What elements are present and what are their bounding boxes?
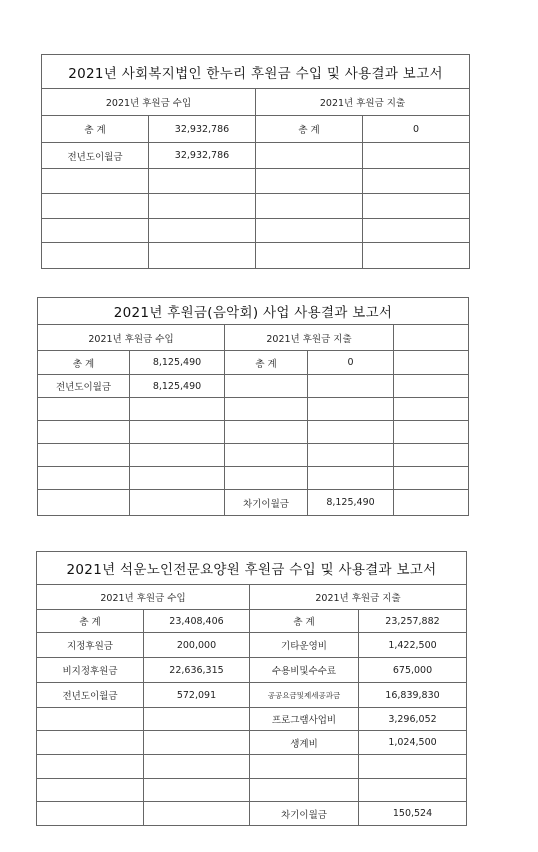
carry-over-value: 150,524	[359, 802, 467, 826]
table-cell	[394, 421, 469, 444]
table-cell	[394, 351, 469, 375]
table-cell: 8,125,490	[130, 351, 225, 375]
income-header: 2021년 후원금 수입	[38, 325, 225, 351]
table-cell	[256, 194, 363, 219]
table-cell: 675,000	[359, 658, 467, 683]
table-cell: 기타운영비	[250, 633, 359, 658]
table-cell: 0	[308, 351, 394, 375]
table-cell	[256, 243, 363, 269]
table-cell: 수용비및수수료	[250, 658, 359, 683]
table-cell	[38, 398, 130, 421]
expense-header: 2021년 후원금 지출	[225, 325, 394, 351]
table-cell	[308, 398, 394, 421]
report-table-concert	[37, 297, 469, 516]
carry-over-label: 차기이월금	[225, 490, 308, 516]
table-cell: 전년도이월금	[37, 683, 144, 708]
table-cell: 1,422,500	[359, 633, 467, 658]
table-cell	[363, 169, 470, 194]
table-cell	[256, 169, 363, 194]
table-cell: 총 계	[256, 116, 363, 143]
table-cell: 1,024,500	[359, 731, 467, 755]
table-cell: 생계비	[250, 731, 359, 755]
table-cell	[225, 444, 308, 467]
table-cell: 총 계	[225, 351, 308, 375]
carry-over-label: 차기이월금	[250, 802, 359, 826]
expense-header: 2021년 후원금 지출	[250, 585, 467, 610]
table-cell: 비지정후원금	[37, 658, 144, 683]
table-cell: 전년도이월금	[38, 375, 130, 398]
table-cell	[149, 243, 256, 269]
table-cell	[130, 490, 225, 516]
table-cell: 총 계	[37, 610, 144, 633]
table-cell	[308, 375, 394, 398]
table-cell: 지정후원금	[37, 633, 144, 658]
table-cell	[308, 467, 394, 490]
table-cell	[256, 219, 363, 243]
table-cell: 22,636,315	[144, 658, 250, 683]
table-cell: 200,000	[144, 633, 250, 658]
table-cell	[394, 444, 469, 467]
table-cell	[130, 467, 225, 490]
report-table-seogun	[36, 551, 467, 826]
table-cell: 0	[363, 116, 470, 143]
report-title: 2021년 석운노인전문요양원 후원금 수입 및 사용결과 보고서	[37, 552, 467, 585]
table-cell	[144, 708, 250, 731]
table-cell	[144, 755, 250, 779]
table-cell	[363, 219, 470, 243]
table-cell	[250, 779, 359, 802]
report-table-hannuri	[41, 54, 470, 269]
table-cell	[394, 467, 469, 490]
table-cell	[38, 421, 130, 444]
report-title: 2021년 후원금(음악회) 사업 사용결과 보고서	[38, 298, 469, 325]
table-cell	[144, 731, 250, 755]
table-cell	[130, 421, 225, 444]
income-header: 2021년 후원금 수입	[37, 585, 250, 610]
table-cell	[363, 243, 470, 269]
table-cell	[359, 779, 467, 802]
table-cell	[256, 143, 363, 169]
table-cell: 8,125,490	[130, 375, 225, 398]
table-cell	[42, 194, 149, 219]
table-cell	[308, 421, 394, 444]
table-cell	[149, 219, 256, 243]
table-cell	[37, 779, 144, 802]
table-cell: 32,932,786	[149, 143, 256, 169]
table-cell	[394, 375, 469, 398]
table-cell	[149, 194, 256, 219]
income-header: 2021년 후원금 수입	[42, 89, 256, 116]
table-cell	[149, 169, 256, 194]
carry-over-value: 8,125,490	[308, 490, 394, 516]
table-cell	[225, 398, 308, 421]
table-cell: 23,257,882	[359, 610, 467, 633]
table-cell	[225, 421, 308, 444]
table-cell: 16,839,830	[359, 683, 467, 708]
table-cell	[225, 375, 308, 398]
table-cell	[394, 490, 469, 516]
table-cell	[359, 755, 467, 779]
table-cell	[394, 398, 469, 421]
table-cell: 공공요금및제세공과금	[250, 683, 359, 708]
table-cell	[308, 444, 394, 467]
table-cell	[144, 802, 250, 826]
table-cell	[394, 325, 469, 351]
table-cell: 총 계	[38, 351, 130, 375]
table-cell: 전년도이월금	[42, 143, 149, 169]
table-cell	[144, 779, 250, 802]
table-cell	[363, 143, 470, 169]
table-cell: 32,932,786	[149, 116, 256, 143]
table-cell: 23,408,406	[144, 610, 250, 633]
expense-header: 2021년 후원금 지출	[256, 89, 470, 116]
table-cell	[38, 444, 130, 467]
report-title: 2021년 사회복지법인 한누리 후원금 수입 및 사용결과 보고서	[42, 55, 470, 89]
table-cell: 총 계	[42, 116, 149, 143]
table-cell	[38, 490, 130, 516]
table-cell	[225, 467, 308, 490]
table-cell	[363, 194, 470, 219]
table-cell: 3,296,052	[359, 708, 467, 731]
table-cell	[37, 708, 144, 731]
table-cell: 572,091	[144, 683, 250, 708]
table-cell	[130, 444, 225, 467]
table-cell	[42, 169, 149, 194]
table-cell: 총 계	[250, 610, 359, 633]
table-cell: 프로그램사업비	[250, 708, 359, 731]
table-cell	[38, 467, 130, 490]
table-cell	[250, 755, 359, 779]
table-cell	[37, 755, 144, 779]
table-cell	[42, 243, 149, 269]
table-cell	[130, 398, 225, 421]
table-cell	[37, 731, 144, 755]
table-cell	[42, 219, 149, 243]
table-cell	[37, 802, 144, 826]
